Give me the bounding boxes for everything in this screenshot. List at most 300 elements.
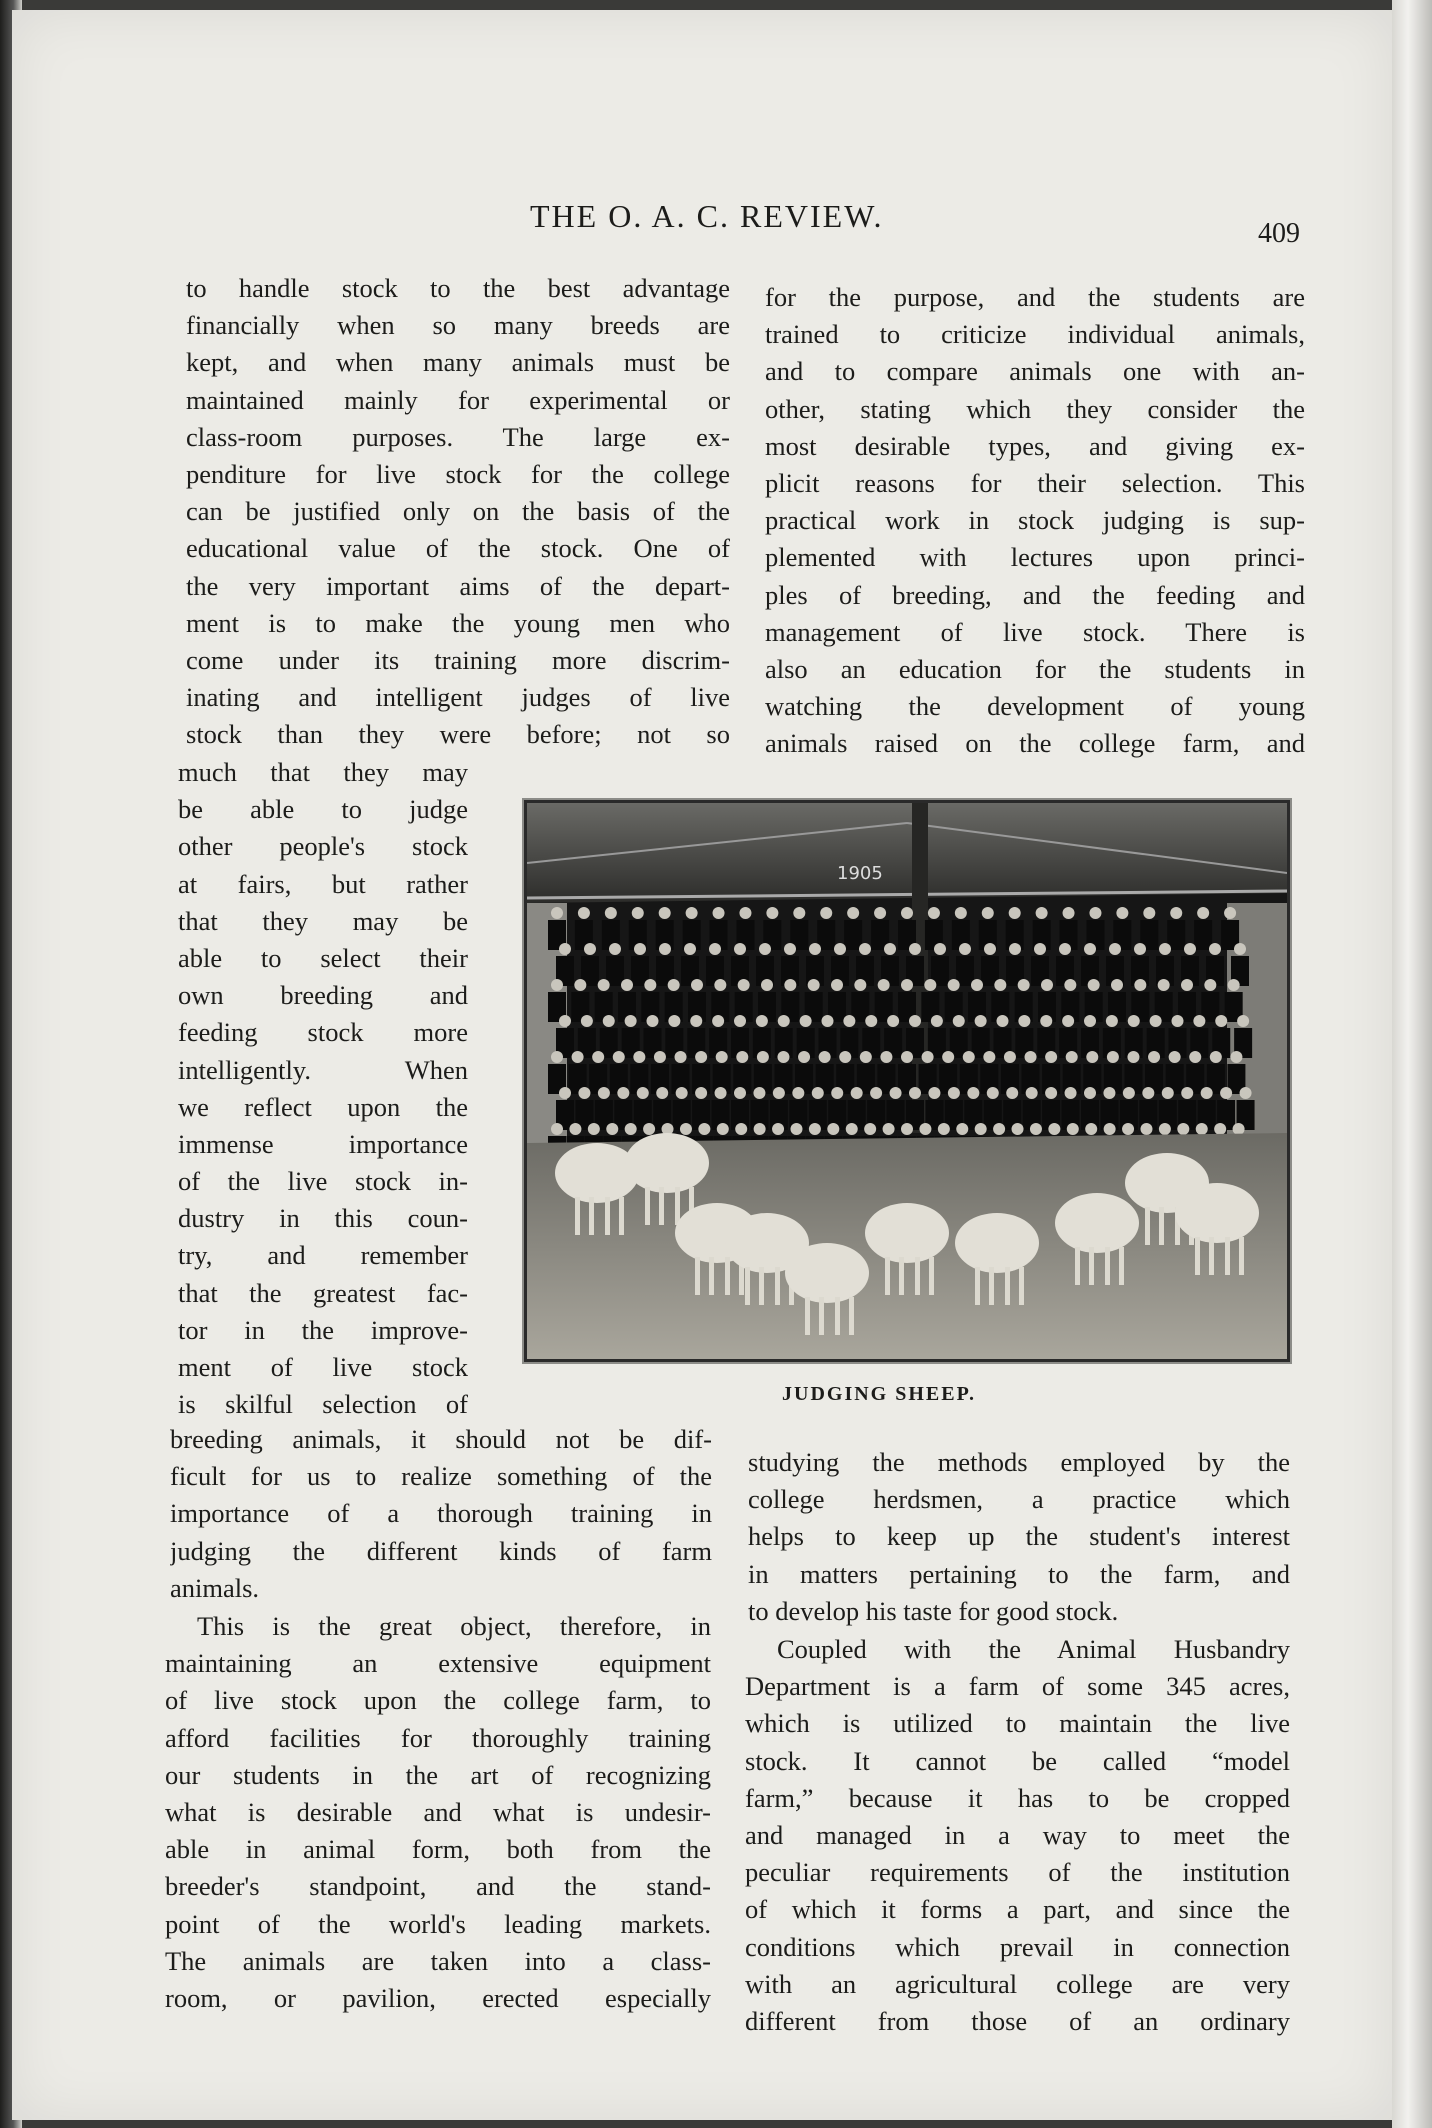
student-figure — [1210, 1051, 1222, 1063]
student-body — [817, 920, 835, 950]
right-column-paragraph-2 — [745, 1631, 1290, 2040]
sheep-figure — [785, 1243, 869, 1303]
text-line: able to select their — [178, 942, 468, 973]
student-figure — [819, 1051, 831, 1063]
student-figure — [1148, 1051, 1160, 1063]
student-figure — [1063, 907, 1075, 919]
student-figure — [864, 1123, 876, 1135]
student-figure — [1104, 1123, 1116, 1135]
sheep-leg — [835, 1297, 840, 1335]
student-figure — [772, 1123, 784, 1135]
text-line: management of live stock. There is — [765, 616, 1305, 647]
student-figure — [617, 1087, 629, 1099]
student-figure — [559, 1087, 571, 1099]
sheep-leg — [1159, 1207, 1164, 1245]
text-line: be able to judge — [178, 794, 468, 825]
student-figure — [1086, 1051, 1098, 1063]
student-figure — [901, 979, 913, 991]
text-line: financially when so many breeds are — [186, 310, 730, 341]
student-figure — [800, 1015, 812, 1027]
student-figure — [1064, 979, 1076, 991]
student-figure — [1233, 1123, 1245, 1135]
student-figure — [1140, 1123, 1152, 1135]
text-line: animals raised on the college farm, and — [765, 728, 1305, 759]
text-line: farm,” because it has to be cropped — [745, 1782, 1290, 1813]
student-figure — [846, 1123, 858, 1135]
student-figure — [625, 1015, 637, 1027]
student-figure — [551, 907, 563, 919]
text-line: we reflect upon the — [178, 1091, 468, 1122]
text-line: practical work in stock judging is sup- — [765, 505, 1305, 536]
student-figure — [715, 1087, 727, 1099]
student-figure — [551, 1123, 563, 1135]
text-line: breeding animals, it should not be dif- — [170, 1424, 712, 1454]
student-figure — [736, 1051, 748, 1063]
student-figure — [1085, 1123, 1097, 1135]
student-figure — [860, 1051, 872, 1063]
text-line: also an education for the students in — [765, 653, 1305, 684]
text-line: peculiar requirements of the institution — [745, 1857, 1290, 1888]
photo-year-marking: 1905 — [837, 863, 883, 884]
student-figure — [948, 1087, 960, 1099]
student-figure — [874, 907, 886, 919]
text-line: watching the development of young — [765, 691, 1305, 722]
student-figure — [878, 979, 890, 991]
student-figure — [777, 1051, 789, 1063]
text-line: which is utilized to maintain the live — [745, 1708, 1290, 1739]
student-figure — [1041, 979, 1053, 991]
student-figure — [713, 907, 725, 919]
text-line: to handle stock to the best advantage — [186, 273, 730, 303]
student-figure — [1030, 1123, 1042, 1135]
text-line: the very important aims of the depart- — [186, 570, 730, 601]
student-figure — [578, 907, 590, 919]
sheep-leg — [1089, 1247, 1094, 1285]
text-line: afford facilities for thoroughly training — [165, 1722, 711, 1753]
sheep-leg — [675, 1187, 680, 1225]
student-figure — [588, 1123, 600, 1135]
text-line: feeding stock more — [178, 1017, 468, 1048]
sheep-leg — [1075, 1247, 1080, 1285]
student-figure — [691, 979, 703, 991]
text-line: stock than they were before; not so — [186, 719, 730, 750]
student-figure — [901, 1051, 913, 1063]
sheep-figure — [1055, 1193, 1139, 1253]
student-figure — [1059, 943, 1071, 955]
student-figure — [865, 1015, 877, 1027]
student-figure — [578, 1087, 590, 1099]
student-figure — [994, 979, 1006, 991]
text-line: trained to criticize individual animals, — [765, 319, 1305, 350]
sheep-leg — [929, 1257, 934, 1295]
text-line: stock. It cannot be called “model — [745, 1745, 1290, 1776]
sheep-leg — [695, 1257, 700, 1295]
student-figure — [984, 943, 996, 955]
student-figure — [1170, 907, 1182, 919]
text-line: and managed in a way to meet the — [745, 1819, 1290, 1850]
student-figure — [909, 1087, 921, 1099]
sheep-leg — [1225, 1237, 1230, 1275]
student-figure — [1197, 907, 1209, 919]
text-line: inating and intelligent judges of live — [186, 682, 730, 713]
student-figure — [559, 1015, 571, 1027]
sheep-leg — [589, 1197, 594, 1235]
student-figure — [1177, 1123, 1189, 1135]
text-line: is skilful selection of — [178, 1389, 468, 1420]
left-column-top — [186, 270, 730, 753]
student-figure — [971, 979, 983, 991]
text-line: that they may be — [178, 905, 468, 936]
text-line: animals. — [170, 1572, 260, 1603]
text-line: able in animal form, both from the — [165, 1834, 711, 1865]
student-figure — [884, 943, 896, 955]
student-figure — [759, 943, 771, 955]
student-figure — [574, 979, 586, 991]
student-figure — [975, 1123, 987, 1135]
student-figure — [784, 979, 796, 991]
student-figure — [1162, 1087, 1174, 1099]
student-body — [1194, 920, 1212, 950]
text-line: point of the world's leading markets. — [165, 1908, 711, 1939]
student-figure — [1111, 979, 1123, 991]
student-figure — [808, 979, 820, 991]
student-figure — [1181, 1087, 1193, 1099]
text-line: try, and remember — [178, 1240, 468, 1271]
student-figure — [569, 1123, 581, 1135]
student-figure — [812, 1087, 824, 1099]
student-figure — [1109, 943, 1121, 955]
left-column-bottom — [170, 1421, 712, 1607]
student-figure — [1018, 1015, 1030, 1027]
text-line: maintaining an extensive equipment — [165, 1648, 711, 1679]
student-figure — [890, 1087, 902, 1099]
student-figure — [603, 1015, 615, 1027]
student-figure — [792, 1087, 804, 1099]
text-line: ples of breeding, and the feeding and — [765, 579, 1305, 610]
student-figure — [680, 1123, 692, 1135]
student-figure — [831, 1087, 843, 1099]
student-figure — [637, 1087, 649, 1099]
student-figure — [598, 979, 610, 991]
student-figure — [1067, 1123, 1079, 1135]
student-figure — [982, 907, 994, 919]
student-figure — [1084, 1015, 1096, 1027]
right-column-top — [765, 279, 1305, 762]
sheep-leg — [605, 1197, 610, 1235]
text-line: and to compare animals one with an- — [765, 356, 1305, 387]
sheep-leg — [619, 1197, 624, 1235]
student-figure — [709, 943, 721, 955]
student-figure — [870, 1087, 882, 1099]
student-figure — [659, 943, 671, 955]
student-figure — [1034, 943, 1046, 955]
student-figure — [1181, 979, 1193, 991]
student-figure — [1193, 1015, 1205, 1027]
student-figure — [956, 1123, 968, 1135]
student-figure — [854, 979, 866, 991]
student-figure — [909, 1015, 921, 1027]
student-figure — [942, 1051, 954, 1063]
student-body — [956, 956, 974, 986]
text-line: maintained mainly for experimental or — [186, 384, 730, 415]
student-figure — [613, 1051, 625, 1063]
student-figure — [1084, 943, 1096, 955]
sheep-figure — [865, 1203, 949, 1263]
student-figure — [598, 1087, 610, 1099]
student-figure — [1128, 1015, 1140, 1027]
sheep-leg — [899, 1257, 904, 1295]
student-figure — [675, 1051, 687, 1063]
text-line: with an agricultural college are very — [745, 1968, 1290, 1999]
student-figure — [831, 979, 843, 991]
student-figure — [1172, 1015, 1184, 1027]
text-line: tor in the improve- — [178, 1314, 468, 1345]
student-figure — [901, 1123, 913, 1135]
student-figure — [967, 1087, 979, 1099]
sheep-leg — [659, 1187, 664, 1225]
sheep-figure — [555, 1143, 639, 1203]
student-figure — [1234, 943, 1246, 955]
text-line: of which it forms a part, and since the — [745, 1894, 1290, 1925]
student-figure — [643, 1123, 655, 1135]
student-figure — [809, 1123, 821, 1135]
student-figure — [851, 1087, 863, 1099]
student-figure — [659, 907, 671, 919]
text-line: immense importance — [178, 1128, 468, 1159]
student-figure — [953, 1015, 965, 1027]
text-line: other, stating which they consider the — [765, 393, 1305, 424]
student-figure — [735, 1123, 747, 1135]
sheep-leg — [1145, 1207, 1150, 1245]
student-figure — [1209, 943, 1221, 955]
sheep-leg — [849, 1297, 854, 1335]
text-line: breeder's standpoint, and the stand- — [165, 1871, 711, 1902]
text-line: penditure for live stock for the college — [186, 458, 730, 489]
sheep-leg — [645, 1187, 650, 1225]
student-figure — [633, 1051, 645, 1063]
student-figure — [644, 979, 656, 991]
photo-caption: JUDGING SHEEP. — [782, 1383, 976, 1405]
student-figure — [1116, 907, 1128, 919]
judging-sheep-photograph — [524, 800, 1290, 1362]
student-figure — [1184, 943, 1196, 955]
student-figure — [1230, 1051, 1242, 1063]
student-figure — [551, 1051, 563, 1063]
student-figure — [948, 979, 960, 991]
text-line: plemented with lectures upon princi- — [765, 542, 1305, 573]
student-figure — [634, 943, 646, 955]
left-column-paragraph-2 — [165, 1608, 711, 2017]
text-line: for the purpose, and the students are — [765, 282, 1305, 312]
student-figure — [887, 1015, 899, 1027]
student-figure — [686, 907, 698, 919]
text-line: intelligently. When — [178, 1054, 468, 1085]
student-figure — [698, 1123, 710, 1135]
sheep-leg — [1005, 1267, 1010, 1305]
sheep-leg — [1105, 1247, 1110, 1285]
sheep-leg — [775, 1267, 780, 1305]
sheep-leg — [989, 1267, 994, 1305]
student-figure — [1026, 1087, 1038, 1099]
student-figure — [739, 907, 751, 919]
text-line: room, or pavilion, erected especially — [165, 1982, 711, 2013]
text-line: ment of live stock — [178, 1352, 468, 1382]
text-line: other people's stock — [178, 831, 468, 862]
text-line: The animals are taken into a class- — [165, 1945, 711, 1976]
student-figure — [1012, 1123, 1024, 1135]
text-line: ficult for us to realize something of the — [170, 1461, 712, 1492]
student-figure — [761, 979, 773, 991]
sheep-leg — [1239, 1237, 1244, 1275]
student-figure — [734, 943, 746, 955]
student-figure — [581, 1015, 593, 1027]
sheep-leg — [975, 1267, 980, 1305]
student-figure — [734, 1087, 746, 1099]
student-figure — [773, 1087, 785, 1099]
text-line: own breeding and — [178, 980, 468, 1011]
student-figure — [1189, 1051, 1201, 1063]
student-figure — [632, 907, 644, 919]
student-figure — [756, 1015, 768, 1027]
student-figure — [798, 1051, 810, 1063]
student-figure — [993, 1123, 1005, 1135]
text-line: come under its training more discrim- — [186, 644, 730, 675]
sheep-leg — [1119, 1247, 1124, 1285]
student-figure — [712, 1015, 724, 1027]
student-figure — [714, 979, 726, 991]
student-figure — [605, 907, 617, 919]
student-figure — [1107, 1051, 1119, 1063]
student-figure — [1228, 979, 1240, 991]
student-figure — [654, 1051, 666, 1063]
student-figure — [834, 943, 846, 955]
student-figure — [931, 1015, 943, 1027]
text-line: our students in the art of recognizing — [165, 1759, 711, 1790]
student-figure — [1106, 1015, 1118, 1027]
student-figure — [754, 1123, 766, 1135]
sheep-leg — [1019, 1267, 1024, 1305]
text-line: of the live stock in- — [178, 1166, 468, 1197]
text-line: most desirable types, and giving ex- — [765, 430, 1305, 461]
student-figure — [1169, 1051, 1181, 1063]
student-figure — [1065, 1087, 1077, 1099]
text-line: much that they may — [178, 757, 468, 787]
student-figure — [1127, 1051, 1139, 1063]
text-line: kept, and when many animals must be — [186, 347, 730, 378]
student-figure — [959, 943, 971, 955]
text-line: what is desirable and what is undesir- — [165, 1796, 711, 1827]
student-figure — [757, 1051, 769, 1063]
student-figure — [938, 1123, 950, 1135]
sheep-leg — [745, 1267, 750, 1305]
left-column-wrap — [178, 754, 468, 1423]
text-line: conditions which prevail in connection — [745, 1931, 1290, 1962]
student-figure — [684, 943, 696, 955]
student-figure — [1066, 1051, 1078, 1063]
text-line: This is the great object, therefore, in — [197, 1611, 711, 1641]
text-line: different from those of an ordinary — [745, 2005, 1290, 2036]
student-figure — [883, 1123, 895, 1135]
student-figure — [584, 943, 596, 955]
student-figure — [676, 1087, 688, 1099]
student-figure — [1196, 1123, 1208, 1135]
sheep-leg — [1195, 1237, 1200, 1275]
text-line: Department is a farm of some 345 acres, — [745, 1671, 1290, 1702]
student-figure — [1201, 1087, 1213, 1099]
text-line: that the greatest fac- — [178, 1277, 468, 1308]
student-figure — [559, 943, 571, 955]
student-figure — [778, 1015, 790, 1027]
student-figure — [695, 1087, 707, 1099]
student-figure — [1224, 907, 1236, 919]
student-body — [844, 920, 862, 950]
student-figure — [1048, 1123, 1060, 1135]
student-figure — [1004, 1051, 1016, 1063]
student-figure — [734, 1015, 746, 1027]
text-line: studying the methods employed by the — [748, 1447, 1290, 1477]
student-figure — [1036, 907, 1048, 919]
student-figure — [827, 1123, 839, 1135]
student-figure — [1159, 943, 1171, 955]
student-figure — [753, 1087, 765, 1099]
student-figure — [924, 979, 936, 991]
student-figure — [793, 907, 805, 919]
page-number: 409 — [1258, 218, 1300, 249]
student-figure — [716, 1051, 728, 1063]
sheep-leg — [709, 1257, 714, 1295]
student-figure — [1215, 1015, 1227, 1027]
text-line: of live stock upon the college farm, to — [165, 1685, 711, 1716]
student-figure — [695, 1051, 707, 1063]
student-figure — [1025, 1051, 1037, 1063]
student-figure — [1150, 1015, 1162, 1027]
student-figure — [668, 1015, 680, 1027]
student-figure — [997, 1015, 1009, 1027]
sheep-leg — [885, 1257, 890, 1295]
student-figure — [647, 1015, 659, 1027]
text-line: judging the different kinds of farm — [170, 1535, 712, 1566]
student-figure — [606, 1123, 618, 1135]
student-figure — [909, 943, 921, 955]
student-figure — [1220, 1087, 1232, 1099]
text-line: at fairs, but rather — [178, 868, 468, 899]
student-figure — [621, 979, 633, 991]
student-figure — [1089, 907, 1101, 919]
student-figure — [919, 1123, 931, 1135]
sheep-leg — [819, 1297, 824, 1335]
text-line: college herdsmen, a practice which — [748, 1484, 1290, 1515]
student-figure — [922, 1051, 934, 1063]
student-figure — [963, 1051, 975, 1063]
text-line: class-room purposes. The large ex- — [186, 421, 730, 452]
student-figure — [1214, 1123, 1226, 1135]
student-figure — [1159, 1123, 1171, 1135]
student-figure — [1142, 1087, 1154, 1099]
student-figure — [1040, 1015, 1052, 1027]
student-figure — [1045, 1087, 1057, 1099]
text-line: in matters pertaining to the farm, and — [748, 1558, 1290, 1589]
student-figure — [1018, 979, 1030, 991]
student-figure — [901, 907, 913, 919]
sheep-leg — [575, 1197, 580, 1235]
student-figure — [551, 979, 563, 991]
student-figure — [983, 1051, 995, 1063]
student-figure — [1103, 1087, 1115, 1099]
text-line: ment is to make the young men who — [186, 607, 730, 638]
student-figure — [1240, 1087, 1252, 1099]
student-figure — [656, 1087, 668, 1099]
student-figure — [880, 1051, 892, 1063]
